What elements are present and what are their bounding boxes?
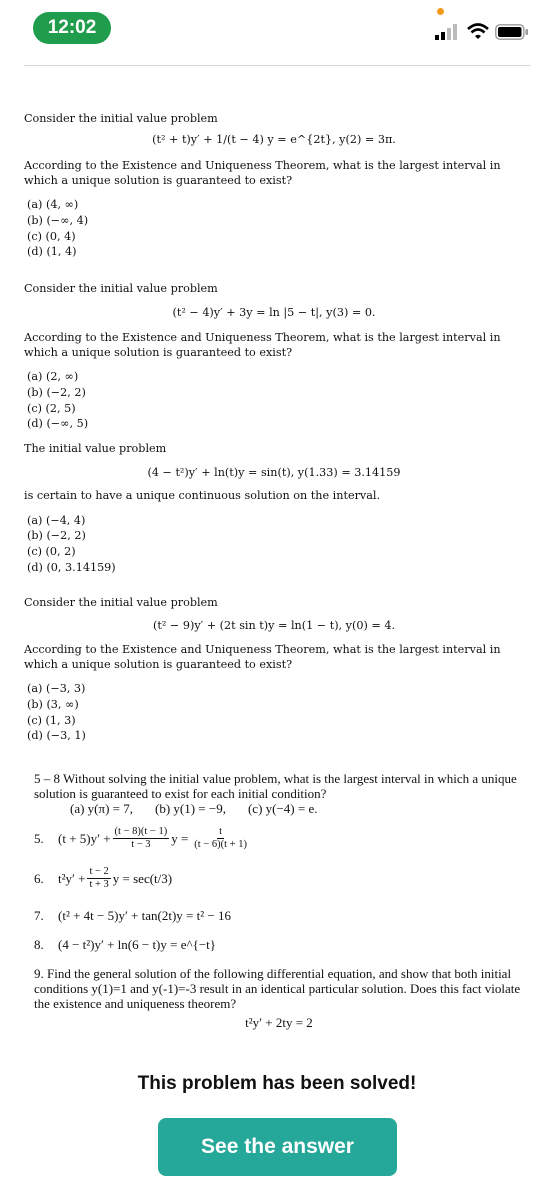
problem-5 bbox=[34, 826, 524, 851]
question-equation: (t² − 9)y′ + (2t sin t)y = ln(1 − t), y(0) = 4. bbox=[153, 618, 395, 632]
option-list bbox=[27, 198, 524, 260]
coefficient-fraction bbox=[87, 866, 110, 891]
problem-equation: t²y′ + 2ty = 2 bbox=[245, 1015, 313, 1030]
question-intro: Consider the initial value problem bbox=[24, 112, 218, 125]
problem-7 bbox=[34, 908, 524, 923]
question-intro: Consider the initial value problem bbox=[24, 596, 218, 609]
equation: (t² + 4t − 5)y′ + tan(2t)y = t² − 16 bbox=[58, 908, 231, 923]
option-d: (d) (−∞, 5) bbox=[27, 417, 89, 431]
fraction-numerator: t bbox=[219, 826, 223, 837]
question-equation: (4 − t²)y′ + ln(t)y = sin(t), y(1.33) = 3.14159 bbox=[147, 465, 401, 479]
question-2 bbox=[24, 282, 524, 433]
status-bar bbox=[0, 0, 554, 60]
wifi-icon bbox=[467, 23, 489, 40]
question-3 bbox=[24, 442, 524, 576]
question-4 bbox=[24, 596, 524, 745]
fraction-numerator: (t − 8)(t − 1) bbox=[114, 826, 168, 837]
option-b: (b) (−2, 2) bbox=[27, 529, 86, 543]
question-intro: The initial value problem bbox=[24, 442, 167, 455]
question-text: According to the Existence and Uniqueness Theorem, what is the largest interval in which a unique solution is guaranteed to exist? bbox=[24, 643, 501, 671]
option-d: (d) (−3, 1) bbox=[27, 729, 86, 743]
see-answer-button[interactable]: See the answer bbox=[158, 1118, 397, 1176]
option-a: (a) (2, ∞) bbox=[27, 370, 79, 384]
equation: (4 − t²)y′ + ln(6 − t)y = e^{−t} bbox=[58, 937, 217, 952]
equation-rhs: y = sec(t/3) bbox=[112, 871, 173, 886]
problem-number: 5. bbox=[34, 831, 44, 846]
coefficient-fraction bbox=[113, 826, 170, 851]
option-a: (a) (−3, 3) bbox=[27, 682, 86, 696]
rhs-fraction bbox=[194, 826, 247, 851]
option-d: (d) (0, 3.14159) bbox=[27, 560, 116, 574]
option-c: (c) (0, 4) bbox=[27, 229, 76, 243]
battery-icon bbox=[495, 24, 529, 40]
option-list bbox=[27, 370, 524, 432]
condition-c: (c) y(−4) = e. bbox=[247, 801, 318, 816]
problem-text: 9. Find the general solution of the following differential equation, and show that both initial conditions y(1)=1 and y(-1)=-3 result in an identical particular solution. Does this fact violate the existence and uniqueness theorem? bbox=[34, 966, 521, 1011]
question-equation: (t² + t)y′ + 1/(t − 4) y = e^{2t}, y(2) = 3π. bbox=[152, 132, 396, 146]
heading-text: 5 – 8 Without solving the initial value problem, what is the largest interval in which a unique solution is guaranteed to exist for each initial condition? bbox=[34, 771, 517, 801]
option-b: (b) (3, ∞) bbox=[27, 697, 79, 711]
option-d: (d) (1, 4) bbox=[27, 245, 77, 259]
clock: 12:02 bbox=[33, 12, 111, 44]
option-list bbox=[27, 682, 524, 744]
problem-number: 8. bbox=[34, 937, 44, 952]
fraction-denominator: (t − 6)(t + 1) bbox=[194, 839, 247, 850]
header-divider bbox=[24, 65, 530, 66]
solved-banner: This problem has been solved! bbox=[137, 1073, 417, 1094]
option-c: (c) (0, 2) bbox=[27, 544, 76, 558]
question-intro: Consider the initial value problem bbox=[24, 282, 218, 295]
signal-icon bbox=[434, 24, 460, 40]
equation-mid: y = bbox=[171, 831, 189, 846]
problem-number: 7. bbox=[34, 908, 44, 923]
question-1 bbox=[24, 112, 524, 261]
fraction-numerator: t − 2 bbox=[89, 866, 109, 877]
equation-lhs: (t + 5)y′ + bbox=[58, 831, 111, 846]
fraction-denominator: t + 3 bbox=[89, 879, 109, 890]
problem-number: 6. bbox=[34, 871, 44, 886]
privacy-indicator-icon bbox=[437, 8, 444, 15]
condition-b: (b) y(1) = −9, bbox=[154, 801, 226, 816]
option-c: (c) (2, 5) bbox=[27, 401, 76, 415]
option-a: (a) (4, ∞) bbox=[27, 198, 79, 212]
problem-9 bbox=[34, 966, 524, 1030]
question-text: According to the Existence and Uniqueness Theorem, what is the largest interval in which a unique solution is guaranteed to exist? bbox=[24, 159, 501, 187]
initial-conditions bbox=[70, 801, 524, 816]
question-text: According to the Existence and Uniqueness Theorem, what is the largest interval in which a unique solution is guaranteed to exist? bbox=[24, 331, 501, 359]
option-b: (b) (−2, 2) bbox=[27, 385, 86, 399]
equation-lhs: t²y′ + bbox=[58, 871, 86, 886]
option-c: (c) (1, 3) bbox=[27, 713, 76, 727]
option-list bbox=[27, 514, 524, 576]
condition-a: (a) y(π) = 7, bbox=[70, 801, 133, 816]
problem-8 bbox=[34, 937, 524, 952]
problems-5-8-heading bbox=[34, 771, 524, 816]
problem-6 bbox=[34, 866, 524, 891]
option-a: (a) (−4, 4) bbox=[27, 513, 86, 527]
question-equation: (t² − 4)y′ + 3y = ln |5 − t|, y(3) = 0. bbox=[172, 305, 376, 319]
option-b: (b) (−∞, 4) bbox=[27, 213, 89, 227]
question-text: is certain to have a unique continuous solution on the interval. bbox=[24, 489, 381, 503]
fraction-denominator: t − 3 bbox=[131, 839, 151, 850]
